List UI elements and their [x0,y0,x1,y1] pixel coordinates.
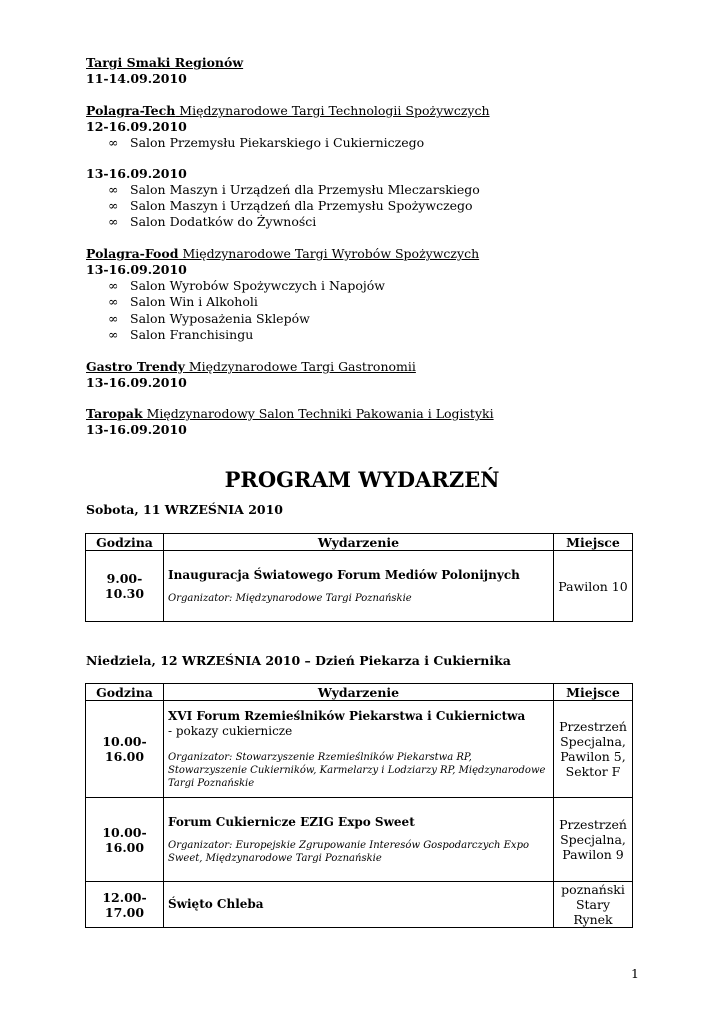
event-title: Święto Chleba [168,897,264,911]
col-header-place: Miejsce [554,534,633,551]
fair-taropak-date: 13-16.09.2010 [86,422,187,437]
fair-polagra-food-name: Polagra-Food [86,246,179,261]
col-header-time: Godzina [86,684,164,701]
infinity-bullet-icon: ∞ [108,294,119,309]
event-time: 9.00-10.30 [86,551,164,622]
day2-schedule-table [85,683,633,928]
table-row [86,551,633,622]
document-page: Targi Smaki Regionów 11-14.09.2010 Polagra-Tech Międzynarodowe Targi Technologii Spożywczych 12-16.09.2010 ∞ Salon Przemysłu Piekarskiego i Cukierniczego 13-16.09.2010 ∞ Salon Maszyn i Urządzeń dla Przemysłu Mleczarskiego ∞ Salon Maszyn i Urządzeń dla Przemysłu Spożywczego ∞ Salon Dodatków do Żywności Polagra-Food Międzynarodowe Targi Wyrobów Spożywczych 13-16.09.2010 ∞ Salon Wyrobów Spożywczych i Napojów ∞ Salon Win i Alkoholi ∞ Salon Wyposażenia Sklepów ∞ Salon Franchisingu Gastro Trendy Międzynarodowe Targi Gastronomii 13-16.09.2010 Taropak Międzynarodowy Salon Techniki Pakowania i Logistyki 13-16.09.2010 PROGRAM WYDARZEŃ Sobota, 11 WRZEŚNIA 2010 Godzina Wydarzenie Miejsce 9.00-10.30 Inauguracja Światowego Forum Mediów Polonijnych Organizator: Międzynarodowe Targi Poznańskie Pawilon 10 Niedziela, 12 WRZEŚNIA 2010 – Dzień Piekarza i Cukiernika Godzina Wydarzenie Miejsce 10.00-16.00 XVI Forum Rzemieślników Piekarstwa i Cukiernictwa - pokazy cukiernicze Organizator: Stowarzyszenie Rzemieślników Piekarstwa RP, Stowarzyszenie Cukierników, Karmelarzy i Lodziarzy RP, Międzynarodowe Targi Poznańskie Przestrzeń Specjalna, Pawilon 5, Sektor F 10.00-16.00 Forum Cukiernicze EZIG Expo Sweet Organizator: Europejskie Zgrupowanie Interesów Gospodarczych Expo Sweet, Międzynarodowe Targi Poznańskie Przestrzeń Specjalna, Pawilon 9 12.00-17.00 Święto Chleba poznański Stary Rynek 1 [0,0,724,1024]
table-row [86,701,633,798]
event-place: poznański Stary Rynek [554,882,633,928]
day2-title: Niedziela, 12 WRZEŚNIA 2010 – Dzień Piekarza i Cukiernika [86,653,511,668]
table-header-row [86,684,633,701]
event-subtitle: - pokazy cukiernicze [168,723,293,738]
fair-polagra-tech-date1: 12-16.09.2010 [86,119,187,134]
infinity-bullet-icon: ∞ [108,182,119,197]
day1-title: Sobota, 11 WRZEŚNIA 2010 [86,502,283,517]
infinity-bullet-icon: ∞ [108,311,119,326]
infinity-bullet-icon: ∞ [108,327,119,342]
fair-taropak-desc: Międzynarodowy Salon Techniki Pakowania i Logistyki [142,406,494,421]
fair-polagra-tech-date2: 13-16.09.2010 [86,166,187,181]
fair-polagra-tech-name: Polagra-Tech [86,103,176,118]
fair-smaki-title: Targi Smaki Regionów [86,55,244,70]
col-header-event: Wydarzenie [164,684,554,701]
col-header-place: Miejsce [554,684,633,701]
event-place: Przestrzeń Specjalna, Pawilon 9 [554,798,633,882]
event-cell [164,882,554,928]
infinity-bullet-icon: ∞ [108,278,119,293]
event-time: 10.00-16.00 [86,701,164,798]
event-time: 12.00-17.00 [86,882,164,928]
table-row [86,798,633,882]
day1-schedule-table [85,533,633,622]
fair-taropak-heading [86,406,494,422]
fair-taropak-name: Taropak [86,406,143,421]
event-time: 10.00-16.00 [86,798,164,882]
table-header-row [86,534,633,551]
event-title: Forum Cukiernicze EZIG Expo Sweet [168,814,415,829]
infinity-bullet-icon: ∞ [108,198,119,213]
col-header-event: Wydarzenie [164,534,554,551]
fair-gastro-date: 13-16.09.2010 [86,375,187,390]
fair-polagra-tech-desc: Międzynarodowe Targi Technologii Spożywczych [175,103,490,118]
fair-polagra-food-date: 13-16.09.2010 [86,262,187,277]
event-cell [164,798,554,882]
fair-gastro-heading [86,359,416,375]
event-place: Pawilon 10 [554,551,633,622]
table-row [86,882,633,928]
infinity-bullet-icon: ∞ [108,214,119,229]
fair-gastro-desc: Międzynarodowe Targi Gastronomii [184,359,416,374]
event-organizer: Organizator: Europejskie Zgrupowanie Interesów Gospodarczych Expo Sweet, Międzynarodowe Targi Poznańskie [168,839,529,864]
infinity-bullet-icon: ∞ [108,135,119,150]
event-place: Przestrzeń Specjalna, Pawilon 5, Sektor F [554,701,633,798]
event-organizer: Organizator: Międzynarodowe Targi Poznańskie [168,592,412,604]
event-organizer: Organizator: Stowarzyszenie Rzemieślników Piekarstwa RP, Stowarzyszenie Cukierników, Karmelarzy i Lodziarzy RP, Międzynarodowe Targi Poznańskie [168,751,546,789]
event-cell [164,701,554,798]
fair-polagra-tech-heading [86,103,490,119]
fair-gastro-name: Gastro Trendy [86,359,185,374]
col-header-time: Godzina [86,534,164,551]
page-number: 1 [631,966,639,981]
program-heading: PROGRAM WYDARZEŃ [224,467,500,492]
event-cell [164,551,554,622]
event-title: XVI Forum Rzemieślników Piekarstwa i Cukiernictwa [168,708,526,723]
event-title: Inauguracja Światowego Forum Mediów Polonijnych [168,567,520,582]
fair-smaki-date: 11-14.09.2010 [86,71,187,86]
fair-polagra-food-desc: Międzynarodowe Targi Wyrobów Spożywczych [178,246,480,261]
fair-polagra-food-heading [86,246,479,262]
